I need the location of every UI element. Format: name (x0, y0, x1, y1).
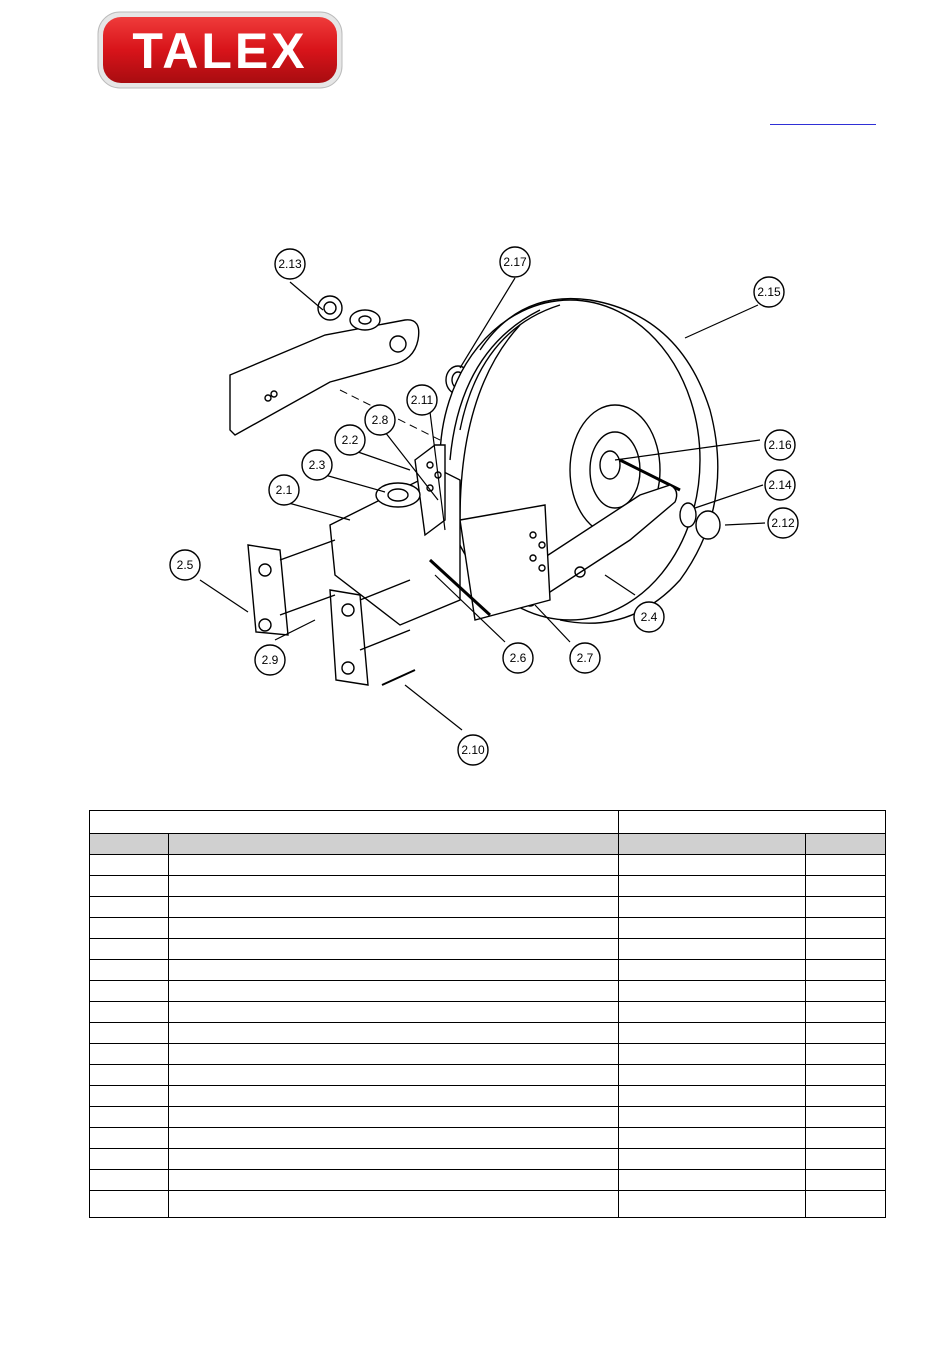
table-cell (169, 1044, 619, 1065)
table-cell (90, 897, 169, 918)
table-cell (90, 960, 169, 981)
table-title-row (90, 811, 886, 834)
table-cell (806, 876, 886, 897)
table-cell (169, 1149, 619, 1170)
table-cell (90, 1170, 169, 1191)
table-cell (90, 1044, 169, 1065)
table-row (90, 1023, 886, 1044)
exploded-parts-drawing (160, 240, 810, 770)
table-cell (806, 855, 886, 876)
table-cell (806, 1023, 886, 1044)
table-row (90, 1065, 886, 1086)
table-cell (90, 1065, 169, 1086)
table-cell (90, 939, 169, 960)
table-cell (169, 876, 619, 897)
table-cell (619, 1128, 806, 1149)
callout-2-12: 2.12 (771, 516, 795, 530)
table-cell (619, 1044, 806, 1065)
table-row (90, 1002, 886, 1023)
callout-2-16: 2.16 (768, 438, 792, 452)
table-cell (806, 1128, 886, 1149)
callout-2-8: 2.8 (371, 413, 389, 427)
table-cell (169, 1170, 619, 1191)
table-cell (619, 897, 806, 918)
table-cell (169, 1065, 619, 1086)
table-cell (90, 1086, 169, 1107)
table-cell (169, 1002, 619, 1023)
callout-2-13: 2.13 (278, 257, 302, 271)
table-cell (806, 1044, 886, 1065)
table-cell (169, 897, 619, 918)
table-cell (619, 1065, 806, 1086)
callout-2-9: 2.9 (261, 653, 279, 667)
table-cell (90, 876, 169, 897)
table-cell (806, 1002, 886, 1023)
table-cell (169, 1086, 619, 1107)
callout-2-6: 2.6 (509, 651, 527, 665)
table-cell (619, 855, 806, 876)
table-row (90, 1107, 886, 1128)
table-cell (806, 1170, 886, 1191)
callout-2-17: 2.17 (503, 255, 527, 269)
table-cell (619, 876, 806, 897)
logo-text: TALEX (132, 23, 308, 79)
parts-table (89, 810, 886, 1218)
table-row (90, 1191, 886, 1218)
table-cell (806, 1149, 886, 1170)
table-cell (806, 1107, 886, 1128)
table-row (90, 897, 886, 918)
table-cell (619, 1002, 806, 1023)
table-cell (806, 1065, 886, 1086)
table-cell (806, 960, 886, 981)
table-row (90, 981, 886, 1002)
table-cell (806, 897, 886, 918)
header-cell (169, 834, 619, 855)
table-cell (619, 1107, 806, 1128)
table-header-row (90, 834, 886, 855)
table-cell (619, 918, 806, 939)
table-cell (169, 981, 619, 1002)
table-cell (90, 1149, 169, 1170)
callout-2-5: 2.5 (176, 558, 194, 572)
table-row (90, 1128, 886, 1149)
table-row (90, 918, 886, 939)
table-row (90, 960, 886, 981)
table-cell (806, 1191, 886, 1218)
table-cell (169, 918, 619, 939)
table-row (90, 939, 886, 960)
table-title-left (90, 811, 619, 834)
table-cell (169, 960, 619, 981)
table-cell (619, 1023, 806, 1044)
callout-2-1: 2.1 (275, 483, 293, 497)
table-cell (169, 855, 619, 876)
table-row (90, 1170, 886, 1191)
table-cell (90, 981, 169, 1002)
table-cell (619, 1191, 806, 1218)
callout-2-7: 2.7 (576, 651, 594, 665)
callout-2-15: 2.15 (757, 285, 781, 299)
table-cell (169, 1107, 619, 1128)
table-row (90, 855, 886, 876)
table-cell (619, 981, 806, 1002)
table-cell (806, 981, 886, 1002)
callout-2-2: 2.2 (341, 433, 359, 447)
talex-logo (96, 10, 344, 90)
table-cell (169, 1023, 619, 1044)
table-row (90, 876, 886, 897)
header-cell (619, 834, 806, 855)
table-row (90, 1044, 886, 1065)
table-row (90, 1086, 886, 1107)
table-cell (90, 1191, 169, 1218)
table-cell (619, 1170, 806, 1191)
table-cell (806, 939, 886, 960)
callout-2-3: 2.3 (308, 458, 326, 472)
table-cell (90, 1023, 169, 1044)
table-cell (806, 1086, 886, 1107)
table-cell (90, 1128, 169, 1149)
callout-2-11: 2.11 (410, 393, 434, 407)
table-cell (90, 855, 169, 876)
callout-2-4: 2.4 (640, 610, 658, 624)
table-cell (619, 1149, 806, 1170)
web-link[interactable] (770, 112, 876, 125)
table-cell (90, 1107, 169, 1128)
callout-2-10: 2.10 (461, 743, 485, 757)
table-cell (619, 1086, 806, 1107)
table-cell (90, 1002, 169, 1023)
table-row (90, 1149, 886, 1170)
header-cell (90, 834, 169, 855)
table-title-right (619, 811, 886, 834)
table-cell (169, 1128, 619, 1149)
header-cell (806, 834, 886, 855)
table-cell (619, 960, 806, 981)
table-cell (169, 1191, 619, 1218)
table-cell (619, 939, 806, 960)
table-cell (90, 918, 169, 939)
callout-2-14: 2.14 (768, 478, 792, 492)
table-cell (169, 939, 619, 960)
table-cell (806, 918, 886, 939)
